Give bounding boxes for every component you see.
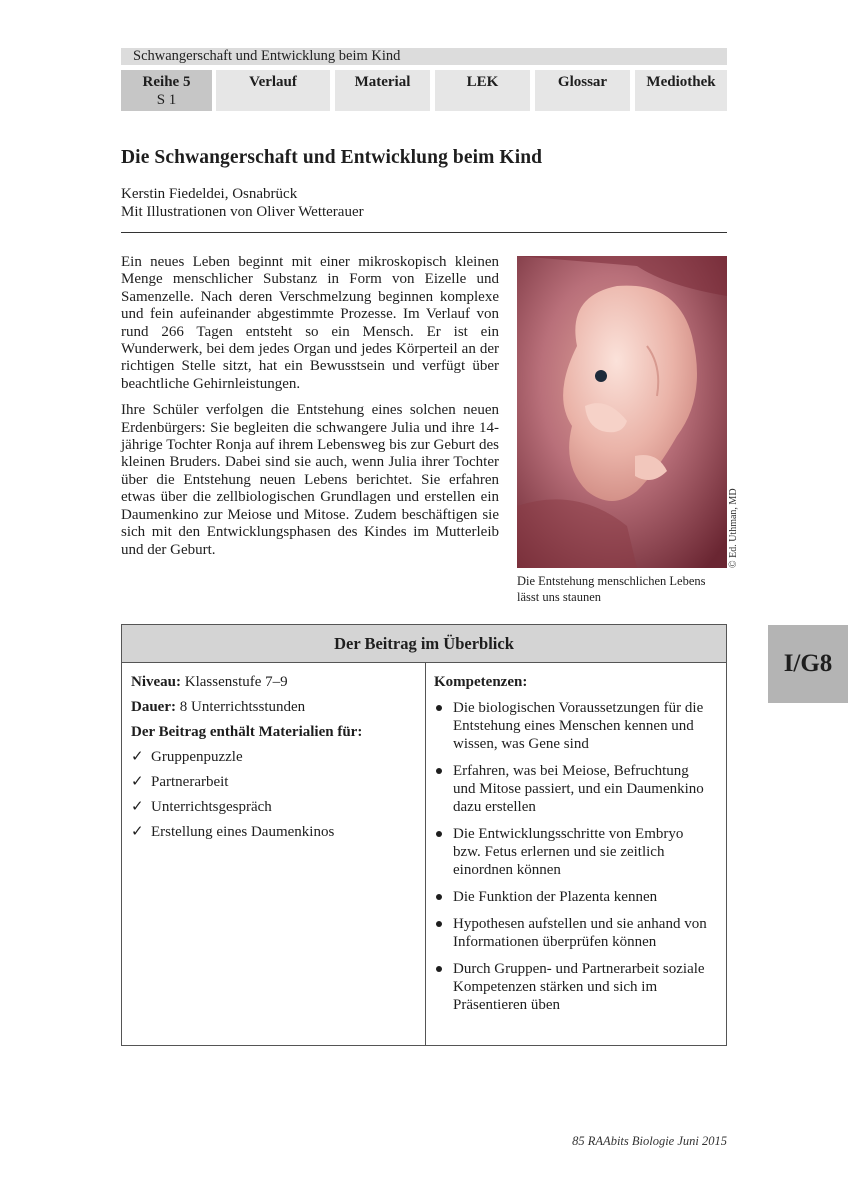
series-title-bar	[121, 48, 727, 65]
author-block	[121, 185, 364, 221]
tab-glossar[interactable]	[535, 70, 630, 111]
bullet-icon	[436, 966, 442, 972]
overview-left-column	[131, 673, 417, 848]
photo-credit: © Ed. Uthman, MD	[728, 488, 739, 568]
series-title: Schwangerschaft und Entwicklung beim Kind	[133, 48, 401, 64]
tab-lek-label: LEK	[466, 74, 499, 90]
tab-mediothek-label: Mediothek	[646, 74, 716, 90]
tab-material-label: Material	[354, 74, 411, 90]
niveau-value: Klassenstufe 7–9	[181, 674, 288, 690]
overview-column-divider	[425, 663, 426, 1045]
title-divider	[121, 232, 727, 233]
bullet-icon	[436, 705, 442, 711]
checkmark-icon: ✓	[131, 824, 144, 840]
dauer-value: 8 Unterrichtsstunden	[176, 699, 306, 715]
intro-text	[121, 254, 499, 568]
intro-paragraph-1: Ein neues Leben beginnt mit einer mikroskopisch kleinen Menge menschlicher Substanz in Form von Eizelle und Samenzelle. Nach deren Verschmelzung beginnen komplexe und fein aufeinander abgestimmte Prozesse. Im Verlauf von rund 266 Tagen entsteht so ein Mensch. Er ist ein Wunderwerk, bei dem jedes Organ und jedes Körperteil an der richtigen Stelle sitzt, hat ein Bewusstsein und verfügt über beachtliche Gehirnleistungen.	[121, 254, 499, 392]
list-item: ✓ Gruppenpuzzle	[131, 749, 243, 765]
list-item: ✓ Erstellung eines Daumenkinos	[131, 824, 335, 840]
bullet-icon	[436, 768, 442, 774]
list-item: Die Entwicklungsschritte von Embryo bzw. Fetus erlernen und sie zeitlich einordnen können	[434, 825, 714, 879]
overview-right-column	[434, 673, 714, 1023]
materials-list	[131, 748, 417, 841]
materials-heading: Der Beitrag enthält Materialien für:	[131, 724, 363, 740]
overview-heading: Der Beitrag im Überblick	[122, 625, 726, 663]
checkmark-icon: ✓	[131, 799, 144, 815]
tab-verlauf[interactable]	[216, 70, 330, 111]
tab-reihe[interactable]	[121, 70, 212, 111]
list-item: Die biologischen Voraussetzungen für die Entstehung eines Menschen kennen und wissen, was Gene sind	[434, 699, 714, 753]
author-line: Kerstin Fiedeldei, Osnabrück	[121, 186, 298, 202]
tab-mediothek[interactable]	[635, 70, 727, 111]
tab-reihe-page: S 1	[156, 92, 177, 108]
page-footer: 85 RAAbits Biologie Juni 2015	[572, 1134, 727, 1148]
page-title: Die Schwangerschaft und Entwicklung beim Kind	[121, 147, 543, 168]
competencies-heading: Kompetenzen:	[434, 674, 528, 690]
tab-lek[interactable]	[435, 70, 530, 111]
list-item: ✓ Partnerarbeit	[131, 774, 229, 790]
overview-box	[121, 624, 727, 1046]
list-item: Durch Gruppen- und Partnerarbeit soziale Kompetenzen stärken und sich im Präsentieren üben	[434, 960, 714, 1014]
tab-glossar-label: Glossar	[557, 74, 608, 90]
niveau-row	[131, 673, 417, 691]
checkmark-icon: ✓	[131, 749, 144, 765]
bullet-icon	[436, 831, 442, 837]
tab-material[interactable]	[335, 70, 430, 111]
dauer-label: Dauer:	[131, 699, 176, 715]
bullet-icon	[436, 921, 442, 927]
photo-caption: Die Entstehung menschlichen Lebens lässt uns staunen	[517, 574, 706, 604]
illustrator-line: Mit Illustrationen von Oliver Wetterauer	[121, 204, 364, 220]
intro-paragraph-2: Ihre Schüler verfolgen die Entstehung eines solchen neuen Erdenbürgers: Sie begleiten die schwangere Julia und ihre 14-jährige Tochter Ronja auf ihrem Lebensweg bis zur Geburt des kleinen Bruders. Dabei sind sie auch, wenn Julia ihrer Tochter über die Entstehung neuen Lebens berichtet. Sie erfahren etwas über die zellbiologischen Grundlagen und erstellen ein Daumenkino zur Meiose und Mitose. Zudem beschäftigen sie sich mit den Entwicklungsphasen des Kindes im Mutterleib und der Geburt.	[121, 402, 499, 558]
list-item: Erfahren, was bei Meiose, Befruchtung und Mitose passiert, und ein Daumenkino dazu erstellen	[434, 762, 714, 816]
embryo-illustration	[517, 256, 727, 568]
embryo-photo	[517, 256, 727, 568]
bullet-icon	[436, 894, 442, 900]
list-item: ✓ Unterrichtsgespräch	[131, 799, 272, 815]
list-item: Die Funktion der Plazenta kennen	[434, 888, 714, 906]
tab-reihe-label: Reihe 5	[142, 74, 191, 90]
dauer-row	[131, 698, 417, 716]
checkmark-icon: ✓	[131, 774, 144, 790]
section-tabs	[121, 70, 727, 111]
niveau-label: Niveau:	[131, 674, 181, 690]
tab-verlauf-label: Verlauf	[249, 74, 297, 90]
competencies-list	[434, 699, 714, 1014]
list-item: Hypothesen aufstellen und sie anhand von Informationen überprüfen können	[434, 915, 714, 951]
section-code-tab: I/G8	[768, 625, 848, 703]
